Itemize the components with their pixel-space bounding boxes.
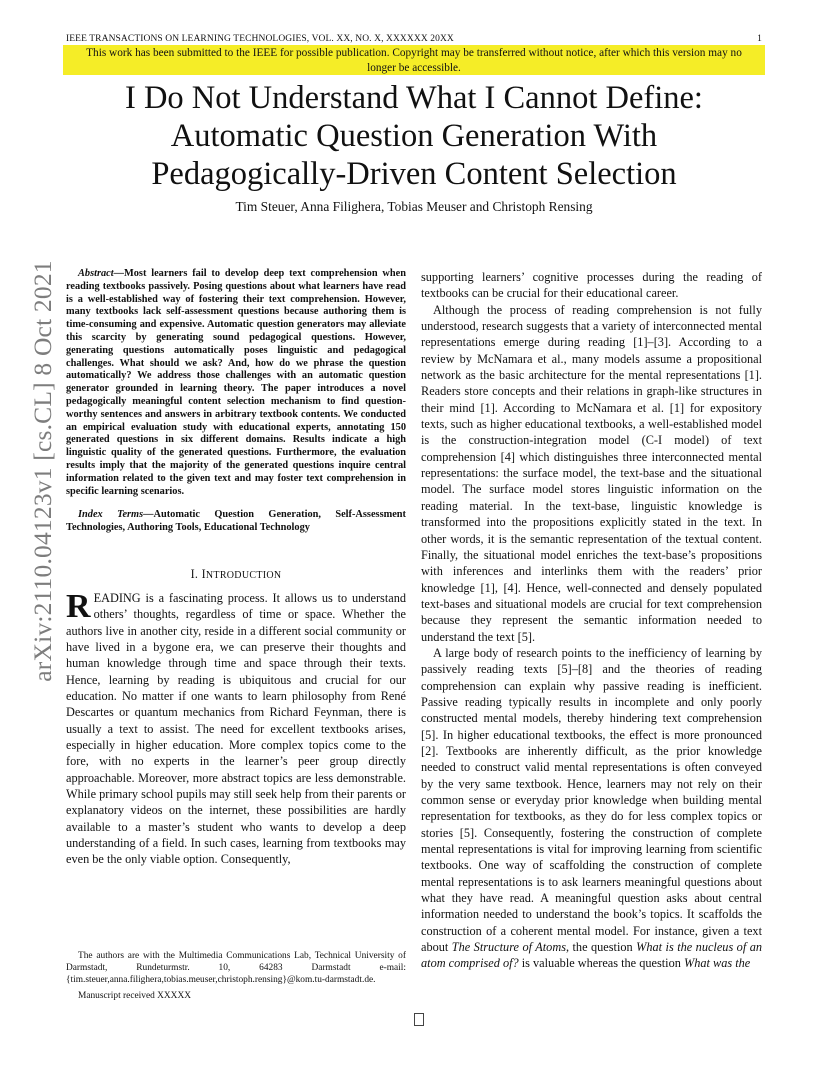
page-number: 1 bbox=[757, 34, 762, 44]
right-paragraph-3-italic-3: What was the bbox=[683, 956, 751, 971]
journal-name: IEEE TRANSACTIONS ON LEARNING TECHNOLOGIES, VOL. XX, NO. X, XXXXXX 20XX bbox=[66, 34, 454, 44]
section-heading-introduction bbox=[66, 567, 406, 582]
missing-glyph-box-icon bbox=[414, 1013, 424, 1026]
title-line-2: Automatic Question Generation With bbox=[170, 118, 658, 154]
title-line-1: I Do Not Understand What I Cannot Define: bbox=[125, 80, 703, 116]
title-line-3: Pedagogically-Driven Content Selection bbox=[151, 156, 677, 192]
introduction-text: EADING is a fascinating process. It allows us to understand others’ thoughts, regardless of time or space. Whether the authors live in another city, reside in a different social community or have lived in a bygone era, we can preserve their thoughts and human knowledge through time and space through their texts. Hence, learning by reading is ubiquitous and crucial for our education. No matter if one wants to learn philosophy from René Descartes or quantum mechanics from Richard Feynman, there is usually a text to assist. The need for excellent textbooks arises, especially in higher education. More complex topics come to the fore, with no experts in the learner’s peer group directly approachable. Moreover, more abstract topics are less demonstrable. While primary school pupils may still seek help from their parents or explanatory videos on the internet, these possibilities are hardly available to a master’s student who wants to develop a deep understanding of a field. In such cases, learning from textbooks may even be the only viable option. Consequently, bbox=[66, 590, 406, 867]
footnote bbox=[66, 951, 406, 1003]
right-paragraph-3-italic-1: The Structure of Atoms bbox=[451, 940, 566, 955]
right-column bbox=[421, 269, 762, 972]
right-paragraph-2: Although the process of reading comprehension is not fully understood, research suggests that a variety of interconnected mental representations emerge during reading [1]–[3]. According to a review by McNamara et al., many models assume a propositional network as the basic architecture for the mental representations [1]. Readers store concepts and their relations in graph-like structures in their mind [1]. According to McNamara et al. [1] for expository texts, such as higher educational textbooks, a well-established model is the construction-integration model (C-I model) of text comprehension [4] which distinguishes three interconnected mental representations: the surface model, the text-base and the situational model. The surface model stores linguistic information on the reading material. In the text-base, linguistic knowledge is transformed into the propositions explicitly stated in the text. In other words, it is the semantic representation of the textual content. Finally, the situational model enriches the text-base’s propositions with inferences and interlinks them with the readers’ prior knowledge [1], [4]. Hence, well-connected and densely populated text-bases and situational models are crucial for text comprehension because they represent the semantic information needed to understand the text [5]. bbox=[421, 302, 762, 644]
section-initial: I bbox=[201, 566, 206, 581]
footnote-manuscript-received: Manuscript received XXXXX bbox=[78, 990, 191, 1001]
author-list: Tim Steuer, Anna Filighera, Tobias Meuser and Christoph Rensing bbox=[235, 199, 593, 214]
right-paragraph-3-text-a: A large body of research points to the inefficiency of learning by passively reading texts [5]–[8] and the theories of reading comprehension can explain why passive reading is inefficient. Passive reading typically results in incomplete and only poorly constructed mental models, thereby hindering text comprehension [5]. In higher educational textbooks, the effect is more pronounced [2]. Textbooks are inherently difficult, as the prior knowledge needed to construct valid mental representations is often conveyed by the very same textbook. Hence, learners may not rely on their common sense or everyday prior knowledge when building mental representation for textbooks, as they do for less complex topics or stories [5]. Consequently, fostering the construction of complete mental representations is vital for improving learning from scientific textbooks. One way of scaffolding the construction of complete mental representations is to ask learners meaningful questions about what they have read. A meaningful question asks about central information needed to understand the book’s topics. It scaffolds the construction of a coherent mental model. For instance, given a text about bbox=[421, 645, 762, 955]
left-column bbox=[66, 268, 406, 868]
index-terms bbox=[66, 509, 406, 535]
abstract-label: Abstract bbox=[78, 268, 114, 279]
abstract bbox=[66, 268, 406, 498]
right-paragraph-3-italic-2: What is the nucleus of an atom comprised of? bbox=[421, 940, 762, 971]
right-paragraph-1: supporting learners’ cognitive processes during the reading of textbooks can be crucial for their educational career. bbox=[421, 270, 762, 301]
paper-title bbox=[60, 79, 768, 193]
right-paragraph-3 bbox=[421, 645, 762, 972]
section-number: I. bbox=[190, 566, 199, 581]
footnote-affiliation: The authors are with the Multimedia Communications Lab, Technical University of Darmstadt, Rundeturmstr. 10, 64283 Darmstadt e-mail: {tim.steuer,anna.filighera,tobias.meuser,christoph.rensing}@kom.tu-darmstadt.de. bbox=[66, 951, 406, 985]
drop-cap: R bbox=[66, 587, 91, 625]
introduction-paragraph bbox=[66, 587, 406, 868]
arxiv-identifier-text: arXiv:2110.04123v1 [cs.CL] 8 Oct 2021 bbox=[28, 260, 57, 682]
index-terms-label: Index Terms bbox=[78, 509, 144, 521]
abstract-text: —Most learners fail to develop deep text comprehension when reading textbooks passively. Posing questions about what learners have read is a well-established way of fostering their text comprehension. However, many textbooks lack self-assessment questions because authoring them is time-consuming and expensive. Automatic question generators may alleviate this scarcity by generating sound pedagogical questions. However, generating questions automatically poses linguistic and pedagogical challenges. What should we ask? And, how do we phrase the question automatically? We address those challenges with an automatic question generator grounded in learning theory. The paper introduces a novel pedagogically meaningful content selection mechanism to find question-worthy sentences and answers in arbitrary textbook contents. We conducted an empirical evaluation study with educational experts, annotating 150 generated questions in six different domains. Results indicate a high linguistic quality of the generated questions. Furthermore, the evaluation results imply that the majority of the generated questions inquire central information related to the given text and may foster text comprehension in specific learning scenarios. bbox=[66, 268, 406, 497]
right-paragraph-3-text-c: is valuable whereas the question bbox=[518, 956, 684, 971]
right-paragraph-3-text-b: , the question bbox=[565, 940, 637, 955]
section-title-rest: NTRODUCTION bbox=[205, 569, 282, 581]
copyright-notice: This work has been submitted to the IEEE for possible publication. Copyright may be transferred without notice, after which this version may no longer be accessible. bbox=[63, 45, 765, 75]
index-terms-text: —Automatic Question Generation, Self-Assessment Technologies, Authoring Tools, Educational Technology bbox=[66, 509, 407, 534]
